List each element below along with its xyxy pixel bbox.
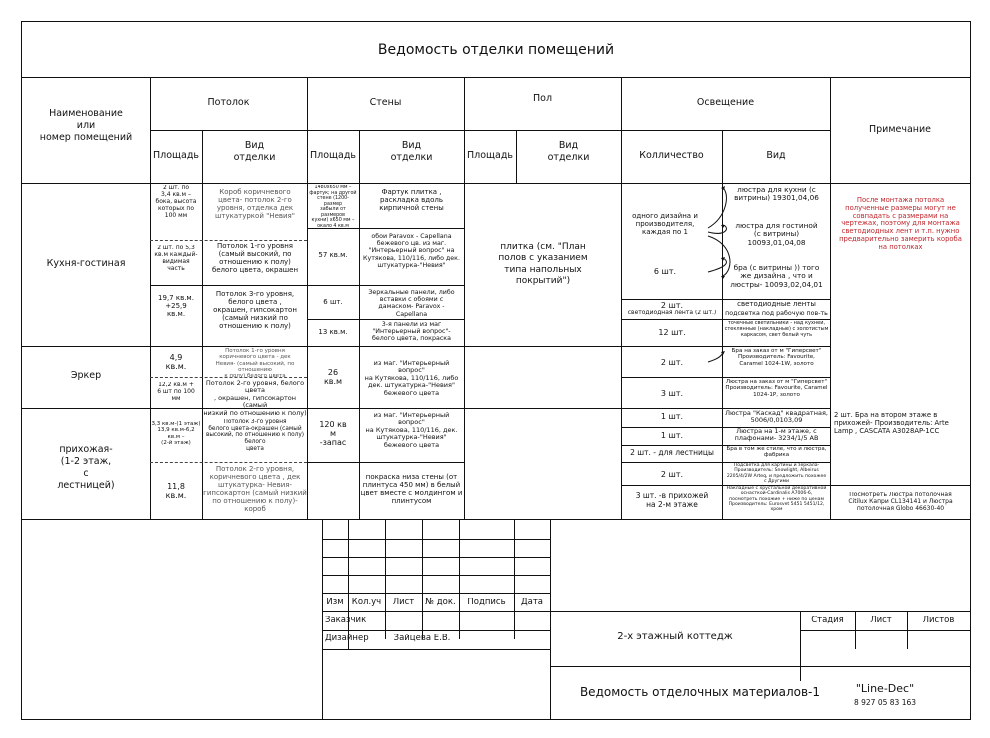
tb-col-doc: № док. xyxy=(425,598,456,607)
bay-light-view-1: Бра на заказ от м "Гиперсвет" Производитель: Favourite, Caramel 1024-1W, золото xyxy=(731,348,822,367)
tb-col-date: Дата xyxy=(520,598,543,607)
tb-line xyxy=(322,539,550,540)
tb-col-count: Кол.уч xyxy=(351,598,382,607)
header-ceiling-finish: Вид отделки xyxy=(233,140,276,163)
kitchen-ceiling-area-1: 2 шт. по 3,4 кв.м – бока, высота которых по 100 мм xyxy=(155,185,197,219)
header-ceiling-area: Площадь xyxy=(153,150,199,161)
kitchen-wall-finish-3: Зеркальные панели, либо вставки с обоями с дамаском- Paravox - Capellana xyxy=(368,289,455,318)
bay-ceiling-finish-1: Потолок 1-го уровня коричневого цвета - дек Невия- (самый высокий, по отношению к полу) белого цвета xyxy=(215,348,295,380)
hall-light-view-5: Накладные с хрустальной декоративной оснасткой-Cardinalis A7006-6, посмотреть похожие + ниже по ценам Производитель: Eurosvet 5451 5451/12, хром xyxy=(726,486,827,513)
hall-wall-finish-2: покраска низа стены (от плинтуса 450 мм) в белый цвет вместе с молдингом и плинтусом xyxy=(360,473,463,506)
tb-phone: 8 927 05 83 163 xyxy=(853,699,917,707)
kitchen-ceiling-area-3: 19,7 кв.м. +25,9 кв.м. xyxy=(158,294,194,319)
kitchen-light-view-2: люстра для гостиной (с витрины) 10093,01,04,08 xyxy=(735,222,818,247)
tb-stage-label: Стадия xyxy=(811,616,844,625)
header-lighting: Освещение xyxy=(696,97,755,108)
kitchen-light-qty-1: одного дизайна и производителя, каждая по 1 xyxy=(632,212,698,237)
tb-line xyxy=(322,593,550,594)
tb-col-sheet: Лист xyxy=(392,598,415,607)
bay-ceiling-finish-2: Потолок 2-го уровня, белого цвета , окрашен, гипсокартон (самый низкий по отношению к полу) xyxy=(203,380,307,417)
header-light-view: Вид xyxy=(766,150,786,161)
kitchen-wall-area-4: 13 кв.м. xyxy=(318,328,348,336)
header-floor: Пол xyxy=(532,93,553,104)
hall-wall-area: 120 кв м -запас xyxy=(319,420,347,448)
kitchen-note: После монтажа потолка полученные размеры могут не совпадать с размерами на чертежах, поэтому для монтажа светодиодных лент и т.п. нужно предварительно замерить короба на потолках xyxy=(839,197,962,251)
kitchen-light-qty-3: 2 шт. xyxy=(660,301,684,310)
tb-sheets-label: Листов xyxy=(922,616,955,625)
tb-col-change: Изм xyxy=(326,598,344,607)
kitchen-ceiling-finish-2: Потолок 1-го уровня (самый высокий, по отношению к полу) белого цвета, окрашен xyxy=(211,242,299,275)
kitchen-wall-area-1: 1480х650 мм – фартук; на другой стене (1200- размер забыли от размеров кухни) х650 мм – окало 4 кв.м xyxy=(309,185,357,229)
tb-line xyxy=(322,519,323,719)
tb-line xyxy=(385,519,386,639)
kitchen-floor-finish: плитка (см. "План полов с указанием типа напольных покрытий") xyxy=(498,242,588,286)
hall-ceiling-finish-2: Потолок 2-го уровня, коричневого цвета , дек штукатурка- Невия- гипсокартон (самый низкий по отношению к полу)-короб xyxy=(203,465,307,514)
document-title: Ведомость отделки помещений xyxy=(377,42,615,58)
kitchen-ceiling-finish-1: Короб коричневого цвета- потолок 2-го уровня, отделка дек штукатуркой "Невия" xyxy=(215,188,295,221)
kitchen-light-view-4: светодиодные ленты xyxy=(737,300,816,308)
kitchen-light-qty-2: 6 шт. xyxy=(653,267,677,276)
bay-wall-finish: из маг. "Интерьерный вопрос" на Кутякова, 110/116, либо дек. штукатурка-"Невия" бежевого цвета xyxy=(364,360,459,397)
hall-ceiling-area-1: 3,3 кв.м-(1 этаж) 13,9 кв.м-6,2 кв.м – (2-й этаж) xyxy=(151,421,201,446)
header-note: Примечание xyxy=(868,124,932,135)
bay-light-qty-2: 3 шт. xyxy=(660,389,684,398)
hall-light-qty-1: 1 шт. xyxy=(660,412,684,421)
hall-light-view-3: Бра в том же стиле, что и люстра, фабрика xyxy=(726,446,827,459)
tb-line xyxy=(322,611,970,612)
hall-ceiling-finish-1: Потолок 3-го уровня белого цвета-окрашен (самый высокий, по отношению к полу) белого цвета xyxy=(205,419,305,452)
kitchen-ceiling-area-2: 2 шт. по 5,3 кв.м каждый- видимая часть xyxy=(154,245,198,272)
hall-light-qty-3: 2 шт. - для лестницы xyxy=(630,449,714,457)
tb-sheet-label: Лист xyxy=(870,616,892,625)
hall-light-view-4: Подсветка для картины и зеркала- Производитель: Snowlight, Albeirus 2205/4/2W Arteq, и предложить похожее с Другими xyxy=(726,463,827,484)
kitchen-light-view-3: бра (с витрины )) того же дизайна , что и люстры- 10093,02,04,01 xyxy=(730,264,823,289)
kitchen-light-qty-5: 12 шт. xyxy=(658,328,686,337)
header-walls: Стены xyxy=(369,97,402,108)
kitchen-wall-finish-1: Фартук плитка , раскладка вдоль кирпичной стены xyxy=(379,188,444,213)
tb-line xyxy=(322,630,550,631)
header-wall-finish: Вид отделки xyxy=(390,140,433,163)
kitchen-wall-area-3: 6 шт. xyxy=(323,298,343,306)
bay-ceiling-area-1: 4,9 кв.м. xyxy=(165,353,187,372)
bay-room: Эркер xyxy=(70,370,102,381)
tb-project: 2-х этажный коттедж xyxy=(617,631,733,642)
header-light-qty: Колличество xyxy=(639,150,704,161)
kitchen-light-view-6: точечные светильники - над кухней, стеклянные (накладные) с золотистым каркасом, свет белый чуть xyxy=(724,321,829,338)
bay-wall-area: 26 кв.м xyxy=(323,368,343,387)
header-floor-finish: Вид отделки xyxy=(547,140,590,163)
kitchen-ceiling-finish-3: Потолок 3-го уровня, белого цвета , окрашен, гипсокартон (самый низкий по отношению к полу) xyxy=(213,290,297,331)
hall-light-qty-5: 3 шт. -в прихожей на 2-м этаже xyxy=(635,492,709,509)
tb-col-sign: Подпись xyxy=(467,598,506,607)
tb-line xyxy=(422,519,423,639)
tb-customer-label: Заказчик xyxy=(325,616,367,625)
kitchen-light-view-5: подсветка под рабочую пов-ть xyxy=(725,310,828,317)
kitchen-light-qty-4: светодиодная лента (2 шт.) xyxy=(627,310,717,316)
tb-doc-title: Ведомость отделочных материалов-1 xyxy=(579,686,821,699)
bay-ceiling-area-2: 12,2 кв.м + 6 шт по 100 мм xyxy=(157,382,195,402)
tb-line xyxy=(322,557,550,558)
kitchen-wall-area-2: 57 кв.м. xyxy=(318,251,348,259)
header-wall-area: Площадь xyxy=(310,150,356,161)
hall-light-qty-2: 1 шт. xyxy=(660,431,684,440)
tb-line xyxy=(459,519,460,639)
hall-light-view-2: Люстра на 1-м этаже, с плафонами- 3234/1/5 АВ xyxy=(734,428,819,443)
hall-note-1: 2 шт. Бра на втором этаже в прихожей- Производитель: Arte Lamp , CASCATA A3028AP-1CC xyxy=(834,412,949,435)
drawing-sheet xyxy=(21,21,971,720)
hall-light-view-1: Люстра "Каскад" квадратная, 5006/0,0103,09 xyxy=(725,410,828,425)
bay-light-qty-1: 2 шт. xyxy=(660,358,684,367)
hall-wall-finish-1: из маг. "Интерьерный вопрос" на Кутякова, 110/116, дек. штукатурка-"Невия" бежевого цвета xyxy=(365,412,458,449)
tb-company: "Line-Dec" xyxy=(855,683,915,695)
bay-light-view-2: Люстра на заказ от м "Гиперсвет" Производитель: Favourite, Caramel 1024-1P, золото xyxy=(725,379,828,398)
kitchen-wall-finish-4: 3-я панели из маг "Интерьерный вопрос"- белого цвета, покраска xyxy=(372,321,451,343)
hall-light-qty-4: 2 шт. xyxy=(660,470,684,479)
tb-line xyxy=(322,649,550,650)
kitchen-light-view-1: люстра для кухни (с витрины) 19301,04,06 xyxy=(734,186,819,203)
tb-line xyxy=(322,575,550,576)
tb-line xyxy=(800,630,970,631)
header-ceiling: Потолок xyxy=(207,97,250,108)
hall-ceiling-area-2: 11,8 кв.м. xyxy=(165,482,187,501)
kitchen-wall-finish-2: обои Paravox - Capellana бежевого цв. из маг. "Интерьерный вопрос" на Кутякова, 110/116, либо дек. штукатурка-"Невия" xyxy=(363,233,460,269)
tb-designer-label: Дизайнер xyxy=(325,634,369,643)
tb-line xyxy=(514,519,515,639)
header-floor-area: Площадь xyxy=(467,150,513,161)
hall-note-2: Посмотреть Люстра потолочная Citilux Капри CL134141 и Люстра потолочная Globo 46630-40 xyxy=(848,492,953,512)
tb-designer-name: Зайцева Е.В. xyxy=(393,634,451,643)
header-room: Наименование или номер помещений xyxy=(39,108,133,143)
hall-room: прихожая- (1-2 этаж, с лестницей) xyxy=(57,444,115,491)
kitchen-room: Кухня-гостиная xyxy=(46,258,126,269)
tb-line xyxy=(550,666,970,667)
